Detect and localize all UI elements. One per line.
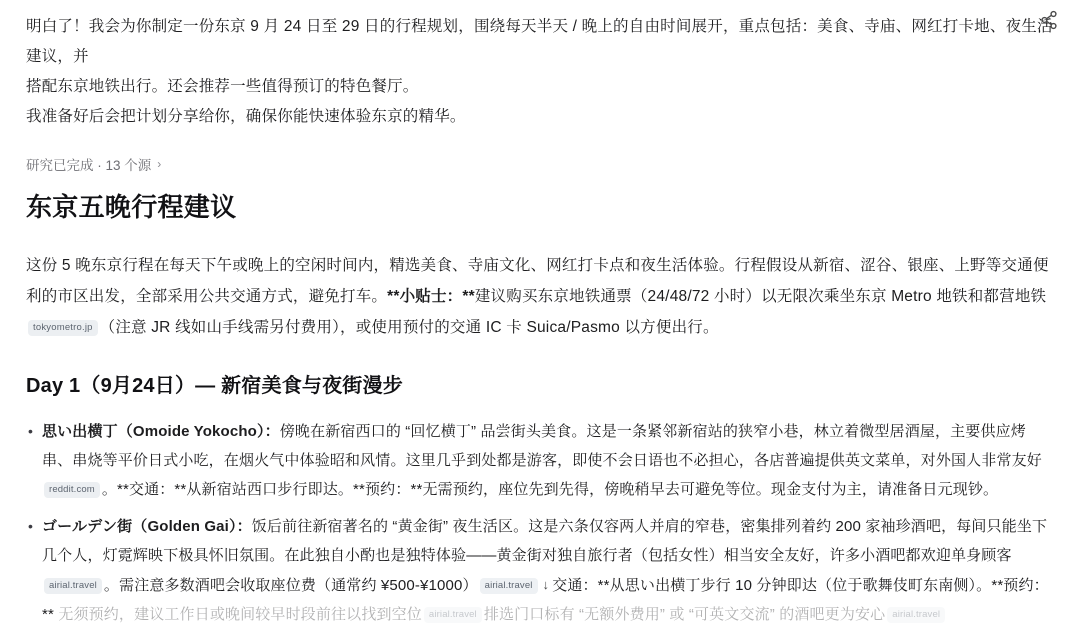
bullet-2-text-3: 交通：**从思い出横丁步行 10 分钟即达（位于歌舞伎町东南侧）。**预约：**: [42, 577, 1049, 623]
citation-chip[interactable]: tokyometro.jp: [28, 320, 98, 336]
scroll-down-icon[interactable]: ↓: [542, 577, 550, 592]
page-title: 东京五晚行程建议: [26, 192, 237, 222]
bullet-1-text-1: 傍晚在新宿西口的 “回忆横丁” 品尝街头美食。这是一条紧邻新宿站的狭窄小巷，林立着微型居酒屋，主要供应烤串、串烧等平价日式小吃，在烟火气中体验昭和风情。这里几乎到处都是游客，即使不会日语也不必担心，各店普遍提供英文菜单，对外国人非常友好: [42, 423, 1042, 469]
bullet-2-name: ゴールデン街（Golden Gai）：: [42, 518, 252, 535]
citation-chip[interactable]: airial.travel: [44, 578, 102, 594]
intro-line-1: 明白了！我会为你制定一份东京 9 月 24 日至 29 日的行程规划，围绕每天半天 / 晚上的自由时间展开，重点包括：美食、寺庙、网红打卡地、夜生活建议，并: [26, 18, 1053, 65]
bullet-2-text-4: 无须预约，建议工作日或晚间较早时段前往以找到空位: [58, 606, 422, 623]
chevron-right-icon: ›: [157, 157, 162, 171]
research-status-row[interactable]: [26, 154, 161, 174]
bullet-2-text-1: 饭后前往新宿著名的 “黄金街” 夜生活区。这是六条仅容两人并肩的窄巷，密集排列着约 200 家袖珍酒吧，每间只能坐下几个人，灯霓辉映下极具怀旧氛围。在此独自小酌也是独特体验——黄金街对独自旅行者（包括女性）相当安全友好，许多小酒吧都欢迎单身顾客: [42, 518, 1048, 564]
bullet-2-text-2: 。需注意多数酒吧会收取座位费（通常约 ¥500-¥1000）: [103, 577, 478, 594]
citation-chip[interactable]: airial.travel: [424, 607, 482, 623]
day1-heading: Day 1（9月24日）— 新宿美食与夜街漫步: [26, 375, 403, 397]
list-item: [26, 512, 1054, 629]
bullet-2-text-5: 排选门口标有 “无额外费用” 或 “可英文交流” 的酒吧更为安心: [483, 606, 886, 623]
bullet-1-name: 思い出横丁（Omoide Yokocho）：: [42, 423, 280, 440]
list-item: [26, 417, 1054, 504]
summary-tip-label: **小贴士：**: [387, 288, 475, 305]
summary-part-3: （注意 JR 线如山手线需另付费用），或使用预付的交通 IC 卡 Suica/Pasmo 以方便出行。: [99, 319, 719, 336]
citation-chip[interactable]: reddit.com: [44, 482, 100, 498]
summary-paragraph: [26, 250, 1054, 343]
intro-line-3: 我准备好后会把计划分享给你，确保你能快速体验东京的精华。: [26, 108, 466, 125]
intro-line-2: 搭配东京地铁出行。还会推荐一些值得预订的特色餐厅。: [26, 78, 419, 95]
bullet-2-truncated-row: [58, 606, 947, 623]
intro-block: [26, 0, 1054, 132]
summary-part-1: 这份 5 晚东京行程在每天下午或晚上的空闲时间内，精选美食、寺庙文化、网红打卡点和夜生活体验。行程假设从新宿、涩谷、银座、上野等交通便利的市区出发，全部采用公共交通方式，避免打车。: [26, 257, 1049, 305]
summary-part-2: 建议购买东京地铁通票（24/48/72 小时）以无限次乘坐东京 Metro 地铁和都营地铁: [474, 288, 1047, 305]
day1-bullet-list: [26, 417, 1054, 629]
citation-chip[interactable]: airial.travel: [480, 578, 538, 594]
share-icon[interactable]: [1040, 10, 1058, 30]
citation-chip[interactable]: airial.travel: [887, 607, 945, 623]
research-status-label: 研究已完成 · 13 个源: [26, 158, 152, 173]
bullet-1-text-2: 。**交通：**从新宿站西口步行即达。**预约：**无需预约，座位先到先得，傍晚稍早去可避免等位。现金支付为主，请准备日元现钞。: [101, 481, 999, 498]
